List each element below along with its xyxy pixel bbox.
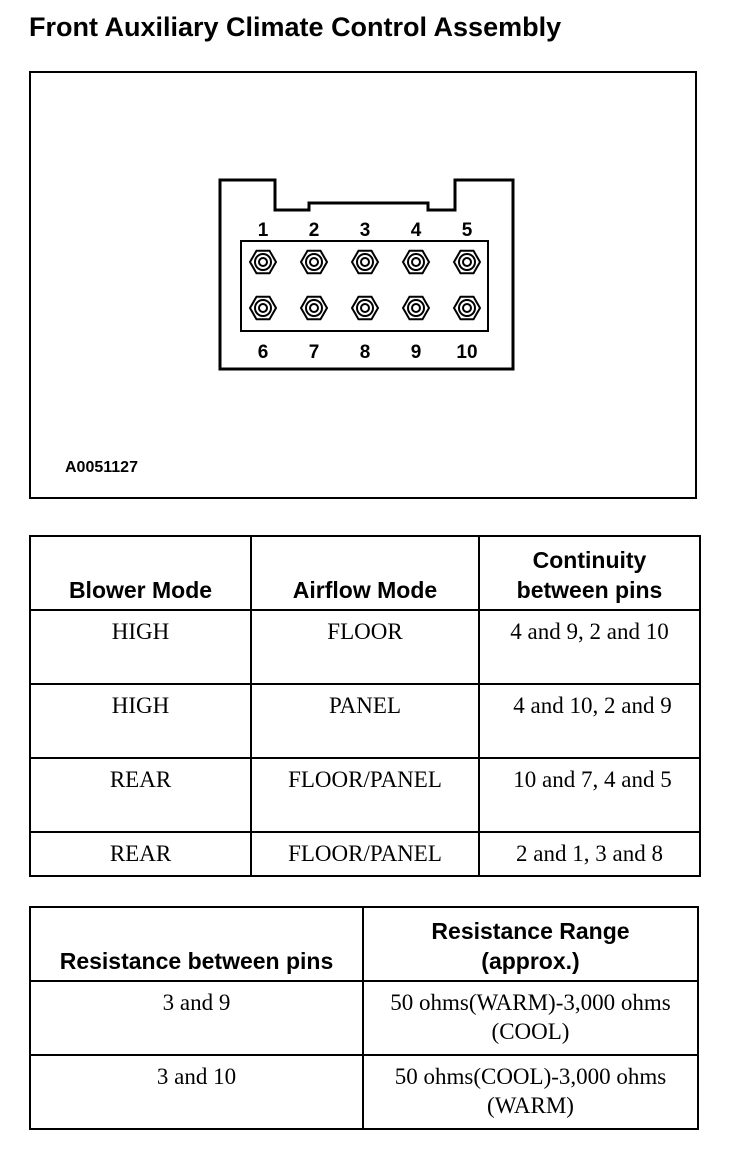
blower-mode-cell: REAR [30, 832, 251, 876]
pin-label-5: 5 [461, 220, 473, 241]
table-row [30, 684, 700, 758]
table-header-row [30, 907, 698, 981]
header-blower-mode: Blower Mode [30, 536, 251, 610]
pin-7 [301, 297, 327, 320]
table-row [30, 832, 700, 876]
airflow-mode-cell: PANEL [251, 684, 479, 758]
blower-mode-cell: HIGH [30, 684, 251, 758]
continuity-cell: 4 and 10, 2 and 9 [479, 684, 700, 758]
pin-label-8: 8 [359, 342, 371, 363]
pin-label-2: 2 [308, 220, 320, 241]
pin-label-6: 6 [257, 342, 269, 363]
blower-mode-cell: REAR [30, 758, 251, 832]
table-row [30, 610, 700, 684]
continuity-cell: 10 and 7, 4 and 5 [479, 758, 700, 832]
pin-2 [301, 251, 327, 274]
continuity-table [29, 535, 701, 877]
continuity-cell: 2 and 1, 3 and 8 [479, 832, 700, 876]
pin-label-10: 10 [456, 342, 478, 363]
connector-drawing [31, 73, 695, 497]
airflow-mode-cell: FLOOR/PANEL [251, 758, 479, 832]
pin-label-3: 3 [359, 220, 371, 241]
pin-4 [403, 251, 429, 274]
pin-row-top [250, 220, 480, 273]
pin-label-1: 1 [257, 220, 269, 241]
page-title: Front Auxiliary Climate Control Assembly [29, 12, 562, 42]
pin-label-7: 7 [308, 342, 320, 363]
header-resistance-range: Resistance Range (approx.) [363, 907, 698, 981]
airflow-mode-cell: FLOOR [251, 610, 479, 684]
figure-id: A0051127 [65, 459, 138, 476]
pin-10 [454, 297, 480, 320]
continuity-cell: 4 and 9, 2 and 10 [479, 610, 700, 684]
pin-1 [250, 251, 276, 274]
table-header-row [30, 536, 700, 610]
blower-mode-cell: HIGH [30, 610, 251, 684]
resistance-pins-cell: 3 and 10 [30, 1055, 363, 1129]
pin-label-9: 9 [410, 342, 422, 363]
resistance-range-cell: 50 ohms(WARM)-3,000 ohms (COOL) [363, 981, 698, 1055]
pin-5 [454, 251, 480, 274]
resistance-table [29, 906, 699, 1130]
header-continuity: Continuity between pins [479, 536, 700, 610]
pin-9 [403, 297, 429, 320]
pin-3 [352, 251, 378, 274]
table-row [30, 758, 700, 832]
header-resistance-pins: Resistance between pins [30, 907, 363, 981]
resistance-range-cell: 50 ohms(COOL)-3,000 ohms (WARM) [363, 1055, 698, 1129]
resistance-pins-cell: 3 and 9 [30, 981, 363, 1055]
connector-diagram [29, 71, 697, 499]
airflow-mode-cell: FLOOR/PANEL [251, 832, 479, 876]
header-airflow-mode: Airflow Mode [251, 536, 479, 610]
table-row [30, 981, 698, 1055]
pin-6 [250, 297, 276, 320]
pin-label-4: 4 [410, 220, 422, 241]
table-row [30, 1055, 698, 1129]
connector-outline [220, 180, 513, 369]
pin-8 [352, 297, 378, 320]
pin-row-bottom [250, 297, 480, 363]
